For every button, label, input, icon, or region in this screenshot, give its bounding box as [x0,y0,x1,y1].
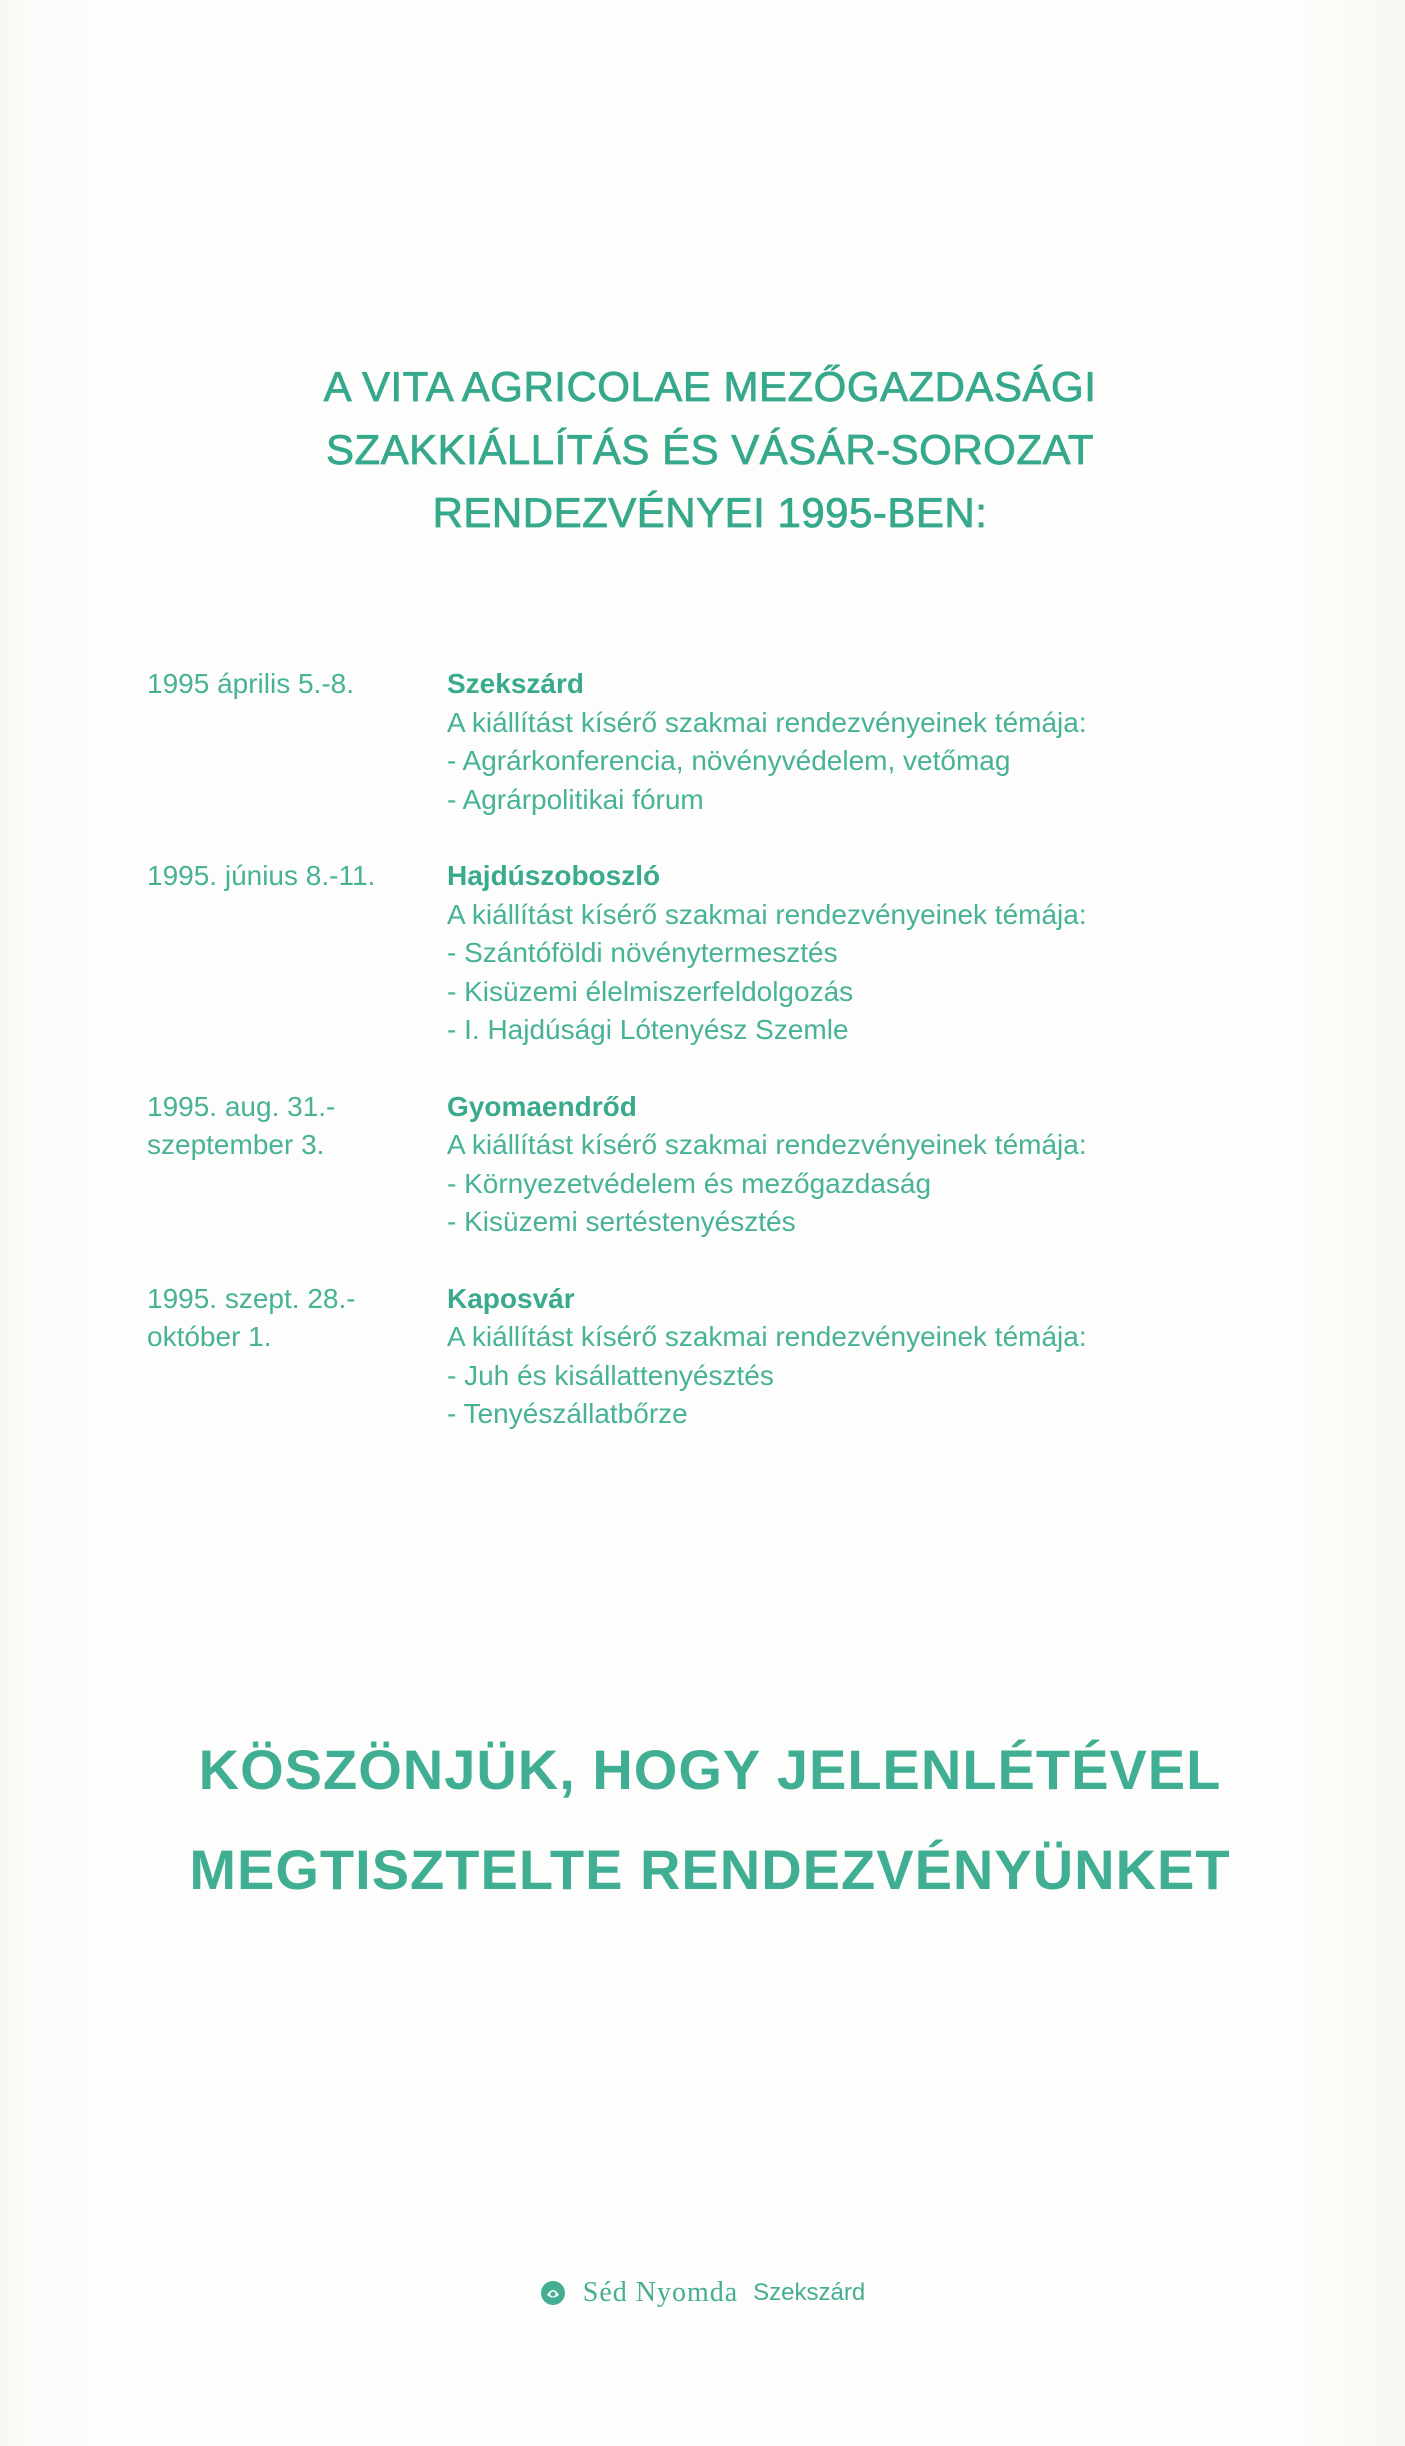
event-city: Hajdúszoboszló [447,860,661,891]
event-topic-line: - Tenyészállatbőrze [447,1398,688,1429]
event-details [447,1280,1087,1434]
event-topic-line: - Kisüzemi sertéstenyésztés [447,1206,796,1237]
event-entry [147,1280,1267,1434]
event-date: 1995. aug. 31.- szeptember 3. [147,1090,336,1160]
title-line: RENDEZVÉNYEI 1995-BEN: [432,489,988,536]
printer-location: Szekszárd [753,2279,866,2306]
title-line: SZAKKIÁLLÍTÁS ÉS VÁSÁR-SOROZAT [325,426,1095,473]
event-topic-line: - Szántóföldi növénytermesztés [447,937,838,968]
event-date: 1995. szept. 28.- október 1. [147,1282,356,1352]
event-details [447,665,1087,819]
event-topic-line: - Agrárkonferencia, növényvédelem, vetőmag [447,745,1011,776]
printer-imprint [0,2277,1405,2309]
event-date: 1995. június 8.-11. [147,860,376,891]
event-date: 1995 április 5.-8. [147,668,355,699]
thank-you-line: KÖSZÖNJÜK, HOGY JELENLÉTÉVEL [198,1738,1222,1801]
event-topic-line: - Környezetvédelem és mezőgazdaság [447,1167,932,1199]
event-topic-line: - I. Hajdúsági Lótenyész Szemle [447,1014,849,1045]
event-topic-line: A kiállítást kísérő szakmai rendezvényeinek témája: [447,1129,1087,1160]
event-entry [147,1088,1267,1242]
thank-you-message [130,1720,1290,1920]
event-topic-line: A kiállítást kísérő szakmai rendezvényeinek témája: [447,898,1087,930]
event-topic-line: - Kisüzemi élelmiszerfeldolgozás [447,975,854,1007]
document-title [150,355,1270,544]
event-topic-line: A kiállítást kísérő szakmai rendezvényeinek témája: [447,1321,1087,1352]
event-entry [147,665,1267,819]
thank-you-line: MEGTISZTELTE RENDEZVÉNYÜNKET [189,1838,1231,1901]
event-topic-line: - Juh és kisállattenyésztés [447,1359,774,1391]
event-topic-line: A kiállítást kísérő szakmai rendezvényeinek témája: [447,706,1087,738]
event-topic-line: - Agrárpolitikai fórum [447,783,704,815]
event-city: Kaposvár [447,1282,575,1314]
event-entry [147,857,1267,1050]
event-details [447,1088,1087,1242]
event-details [447,857,1087,1050]
printer-name: Séd Nyomda [582,2277,739,2308]
event-city: Szekszárd [447,668,584,699]
printer-logo-icon [540,2280,566,2306]
title-line: A VITA AGRICOLAE MEZŐGAZDASÁGI [323,363,1097,410]
event-city: Gyomaendrőd [447,1090,637,1122]
event-list [147,665,1267,1434]
